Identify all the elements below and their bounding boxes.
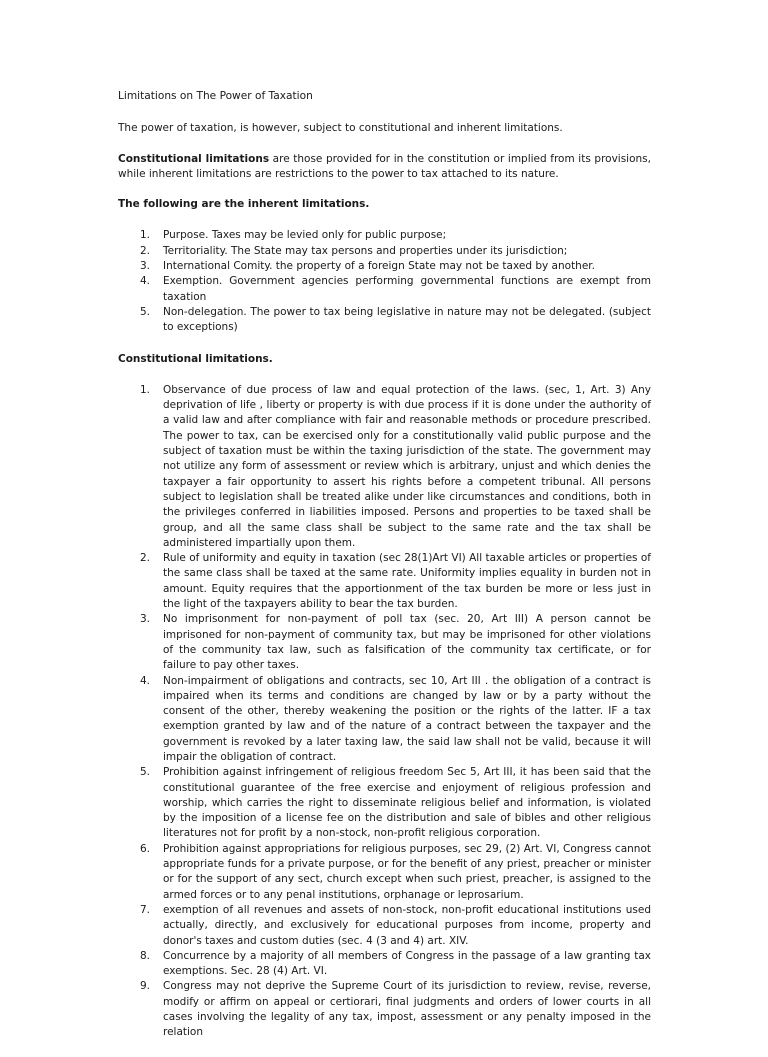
- list-item-text: Observance of due process of law and equal protection of the laws. (sec, 1, Art. 3) Any deprivation of life , liberty or property is with due process if it is done under the authority of a valid law and after compliance with fair and reasonable methods or procedure prescribed. The power to tax, can be exercised only for a constitutionally valid public purpose and the subject of taxation must be within the taxing jurisdiction of the state. The government may not utilize any form of assessment or review which is arbitrary, unjust and which denies the taxpayer a fair opportunity to assert his rights before a competent tribunal. All persons subject to legislation shall be treated alike under like circumstances and conditions, both in the privileges conferred in liabilities imposed. Persons and properties to be taxed shall be group, and all the same class shall be subject to the same rate and the tax shall be administered impartially upon them.: [163, 383, 651, 549]
- list-item-text: Concurrence by a majority of all members of Congress in the passage of a law granting tax exemptions. Sec. 28 (4) Art. VI.: [163, 949, 651, 978]
- list-item-text: Purpose. Taxes may be levied only for public purpose;: [163, 229, 447, 242]
- list-item-text: Exemption. Government agencies performing governmental functions are exempt from taxation: [163, 275, 651, 303]
- document-title: Limitations on The Power of Taxation: [118, 90, 313, 102]
- definition-paragraph: [118, 152, 651, 183]
- list-item-number: 9.: [140, 980, 151, 993]
- list-item-number: 3.: [140, 613, 151, 626]
- list-item-text: No imprisonment for non-payment of poll tax (sec. 20, Art III) A person cannot be imprisoned for non-payment of community tax, but may be imprisoned for other violations of the community tax law, such as falsification of the community tax certificate, or for failure to pay other taxes.: [163, 613, 651, 672]
- list-item-number: 1.: [140, 383, 151, 396]
- list-item: [118, 903, 651, 949]
- list-item-number: 1.: [140, 229, 151, 242]
- list-item-text: International Comity. the property of a foreign State may not be taxed by another.: [163, 260, 595, 273]
- constitutional-limitations-heading: Constitutional limitations.: [118, 352, 273, 365]
- list-item-number: 4.: [140, 674, 151, 687]
- list-item-text: Non-impairment of obligations and contracts, sec 10, Art III . the obligation of a contract is impaired when its terms and conditions are changed by law or by a party without the consent of the other, thereby weakening the position or the rights of the latter. IF a tax exemption granted by law and of the nature of a contract between the taxpayer and the government is revoked by a later taxing law, the said law shall not be valid, because it will impair the obligation of contract.: [163, 674, 651, 763]
- intro-paragraph: The power of taxation, is however, subject to constitutional and inherent limitations.: [118, 122, 563, 135]
- list-item-text: Prohibition against appropriations for religious purposes, sec 29, (2) Art. VI, Congress cannot appropriate funds for a private purpose, or for the benefit of any priest, preacher or minister or for the support of any sect, church except when such priest, preacher, is assigned to the armed forces or to any penal institutions, orphanage or leprosarium.: [163, 842, 651, 901]
- list-item-text: Non-delegation. The power to tax being legislative in nature may not be delegated. (subject to exceptions): [163, 305, 651, 334]
- list-item-text: Prohibition against infringement of religious freedom Sec 5, Art III, it has been said that the constitutional guarantee of the free exercise and enjoyment of religious profession and worship, which carries the right to disseminate religious belief and information, is violated by the imposition of a license fee on the distribution and sale of bibles and other religious literatures not for profit by a non-stock, non-profit religious corporation.: [163, 766, 651, 840]
- list-item: [118, 305, 651, 336]
- definition-term: Constitutional limitations: [118, 152, 270, 165]
- list-item: [118, 674, 651, 766]
- list-item: [118, 228, 651, 243]
- list-item-text: Territoriality. The State may tax persons and properties under its jurisdiction;: [163, 244, 568, 257]
- document-page: [118, 89, 651, 1057]
- list-item-text: Congress may not deprive the Supreme Court of its jurisdiction to review, revise, reverse, modify or affirm on appeal or certiorari, final judgments and orders of lower courts in all cases involving the legality of any tax, impost, assessment or any penalty imposed in the relation: [163, 980, 651, 1039]
- list-item-number: 2.: [140, 552, 151, 565]
- list-item: [118, 274, 651, 305]
- list-item: [118, 979, 651, 1040]
- list-item-text: exemption of all revenues and assets of non-stock, non-profit educational institutions used actually, directly, and exclusively for educational purposes from income, property and donor's taxes and custom duties (sec. 4 (3 and 4) art. XIV.: [163, 903, 651, 947]
- inherent-limitations-list: [118, 228, 651, 335]
- list-item-number: 2.: [140, 244, 151, 257]
- list-item: [118, 949, 651, 980]
- list-item: [118, 765, 651, 841]
- list-item-number: 8.: [140, 949, 151, 962]
- list-item-number: 5.: [140, 305, 151, 318]
- list-item: [118, 551, 651, 612]
- list-item-number: 7.: [140, 903, 151, 916]
- list-item: [118, 612, 651, 673]
- list-item-number: 4.: [140, 275, 151, 288]
- list-item-number: 6.: [140, 842, 151, 855]
- list-item: [118, 383, 651, 551]
- list-item-number: 5.: [140, 766, 151, 779]
- inherent-limitations-heading: The following are the inherent limitations.: [118, 198, 370, 211]
- list-item-number: 3.: [140, 260, 151, 273]
- constitutional-limitations-list: [118, 383, 651, 1041]
- definition-text: are those provided for in the constitution or implied from its provisions, while inherent limitations are restrictions to the power to tax attached to its nature.: [118, 152, 651, 180]
- list-item: [118, 244, 651, 259]
- list-item: [118, 842, 651, 903]
- list-item-text: Rule of uniformity and equity in taxation (sec 28(1)Art VI) All taxable articles or properties of the same class shall be taxed at the same rate. Uniformity implies equality in burden not in amount. Equity requires that the apportionment of the tax burden be more or less just in the light of the taxpayers ability to bear the tax burden.: [163, 552, 651, 611]
- list-item: [118, 259, 651, 274]
